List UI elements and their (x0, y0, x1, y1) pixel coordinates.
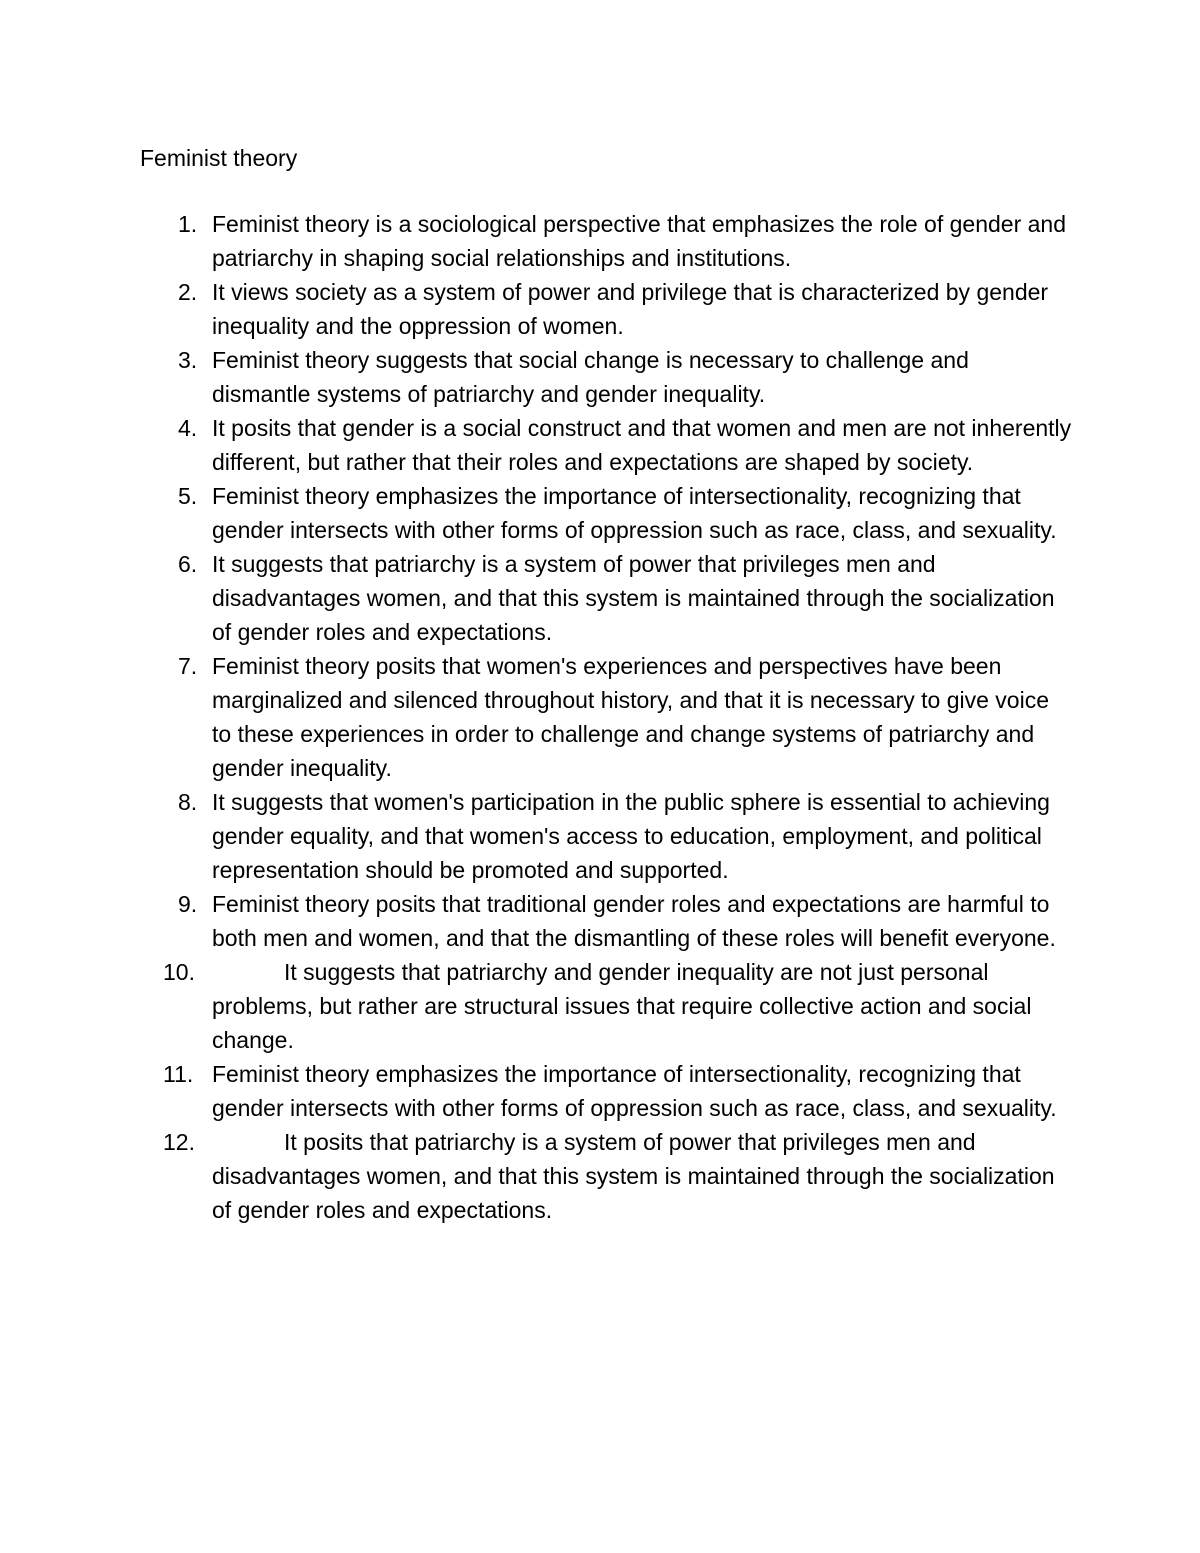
list-item-text: It posits that gender is a social construct and that women and men are not inherently different, but rather that their roles and expectations are shaped by society. (212, 415, 1072, 475)
list-item-text: It posits that patriarchy is a system of power that privileges men and disadvantages women, and that this system is maintained through the socialization of gender roles and expectations. (212, 1129, 1055, 1223)
list-item (0, 343, 1200, 411)
list-item-text: It suggests that women's participation in the public sphere is essential to achieving gender equality, and that women's access to education, employment, and political representation should be promoted and supported. (212, 789, 1050, 883)
list-item-number: 12. (163, 1129, 195, 1155)
list-item (0, 955, 1200, 1057)
list-item-text: Feminist theory emphasizes the importance of intersectionality, recognizing that gender intersects with other forms of oppression such as race, class, and sexuality. (212, 1061, 1057, 1121)
list-item (0, 1125, 1200, 1227)
list-item (0, 547, 1200, 649)
list-item-text: It views society as a system of power and privilege that is characterized by gender inequality and the oppression of women. (212, 279, 1049, 339)
list-item-number: 9. (178, 891, 198, 917)
list-item-number: 10. (163, 959, 195, 985)
list-item-number: 1. (178, 211, 198, 237)
list-item-text: Feminist theory is a sociological perspective that emphasizes the role of gender and patriarchy in shaping social relationships and institutions. (212, 211, 1067, 271)
list-item-text: Feminist theory posits that women's experiences and perspectives have been marginalized and silenced throughout history, and that it is necessary to give voice to these experiences in order to challenge and change systems of patriarchy and gender inequality. (212, 653, 1049, 781)
list-item-text: Feminist theory emphasizes the importance of intersectionality, recognizing that gender intersects with other forms of oppression such as race, class, and sexuality. (212, 483, 1057, 543)
list-item (0, 785, 1200, 887)
list-item-text: Feminist theory posits that traditional gender roles and expectations are harmful to both men and women, and that the dismantling of these roles will benefit everyone. (212, 891, 1056, 951)
document-title: Feminist theory (140, 145, 298, 171)
list-item (0, 411, 1200, 479)
list-item-number: 4. (178, 415, 198, 441)
list-item-number: 7. (178, 653, 198, 679)
list-item (0, 1057, 1200, 1125)
list-item (0, 649, 1200, 785)
list-item (0, 479, 1200, 547)
list-item-number: 2. (178, 279, 198, 305)
list-item-number: 5. (178, 483, 198, 509)
list-item-number: 8. (178, 789, 198, 815)
list-item-text: It suggests that patriarchy and gender inequality are not just personal problems, but rather are structural issues that require collective action and social change. (212, 959, 1032, 1053)
list-item-number: 3. (178, 347, 198, 373)
numbered-list (0, 207, 1200, 1227)
list-item-text: Feminist theory suggests that social change is necessary to challenge and dismantle systems of patriarchy and gender inequality. (212, 347, 969, 407)
list-item-text: It suggests that patriarchy is a system of power that privileges men and disadvantages women, and that this system is maintained through the socialization of gender roles and expectations. (212, 551, 1055, 645)
list-item-number: 11. (163, 1061, 194, 1087)
list-item (0, 887, 1200, 955)
list-item-number: 6. (178, 551, 198, 577)
list-item (0, 207, 1200, 275)
list-item (0, 275, 1200, 343)
